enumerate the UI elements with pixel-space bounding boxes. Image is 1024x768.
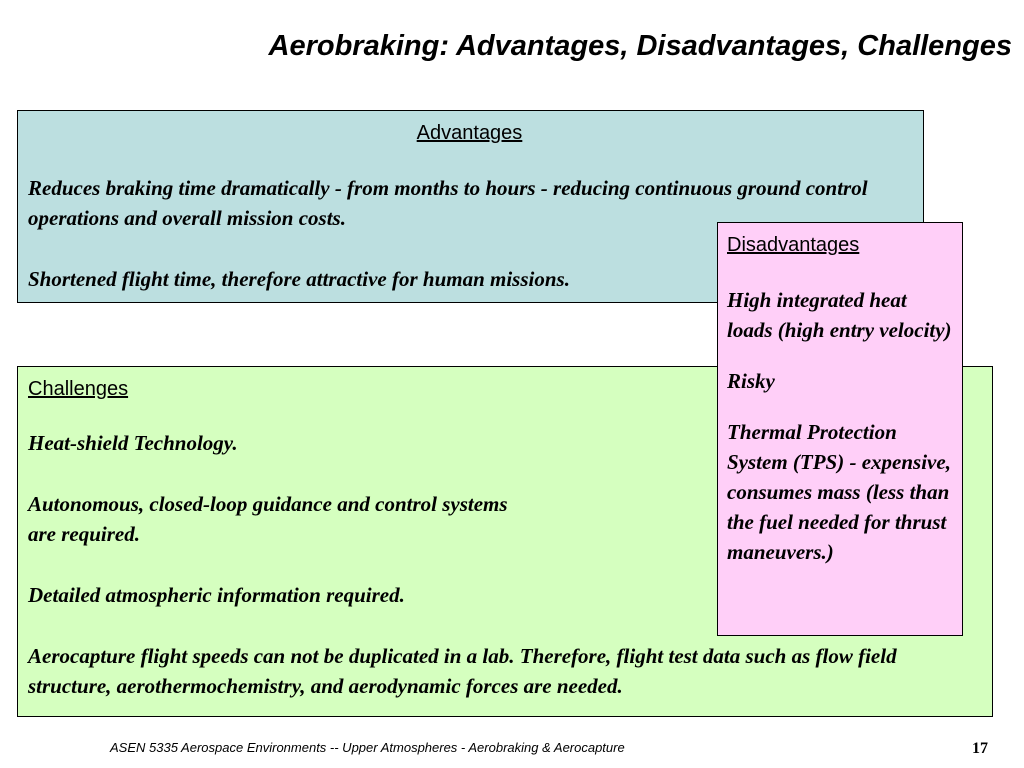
footer-text: ASEN 5335 Aerospace Environments -- Upper Atmospheres - Aerobraking & Aerocapture [110,740,625,755]
advantages-heading: Advantages [416,122,523,144]
challenges-item: Aerocapture flight speeds can not be duplicated in a lab. Therefore, flight test data such as flow field structure, aerothermochemistry, and aerodynamic forces are needed. [28,644,897,698]
challenges-item: Heat-shield Technology. [28,431,238,455]
challenges-heading: Challenges [28,378,129,400]
advantages-item: Shortened flight time, therefore attractive for human missions. [28,267,570,291]
challenges-item: Detailed atmospheric information required. [28,583,405,607]
disadvantages-box [717,222,963,636]
disadvantages-heading: Disadvantages [727,234,860,256]
disadvantages-item: Thermal Protection System (TPS) - expensive, consumes mass (less than the fuel needed for thrust maneuvers.) [727,420,951,564]
slide-title: Aerobraking: Advantages, Disadvantages, Challenges [268,30,1012,62]
disadvantages-item: High integrated heat loads (high entry velocity) [727,288,952,342]
challenges-item: Autonomous, closed-loop guidance and control systems are required. [28,492,508,546]
advantages-item: Reduces braking time dramatically - from months to hours - reducing continuous ground control operations and overall mission costs. [28,176,868,230]
disadvantages-item: Risky [727,369,775,393]
page-number: 17 [972,740,988,757]
